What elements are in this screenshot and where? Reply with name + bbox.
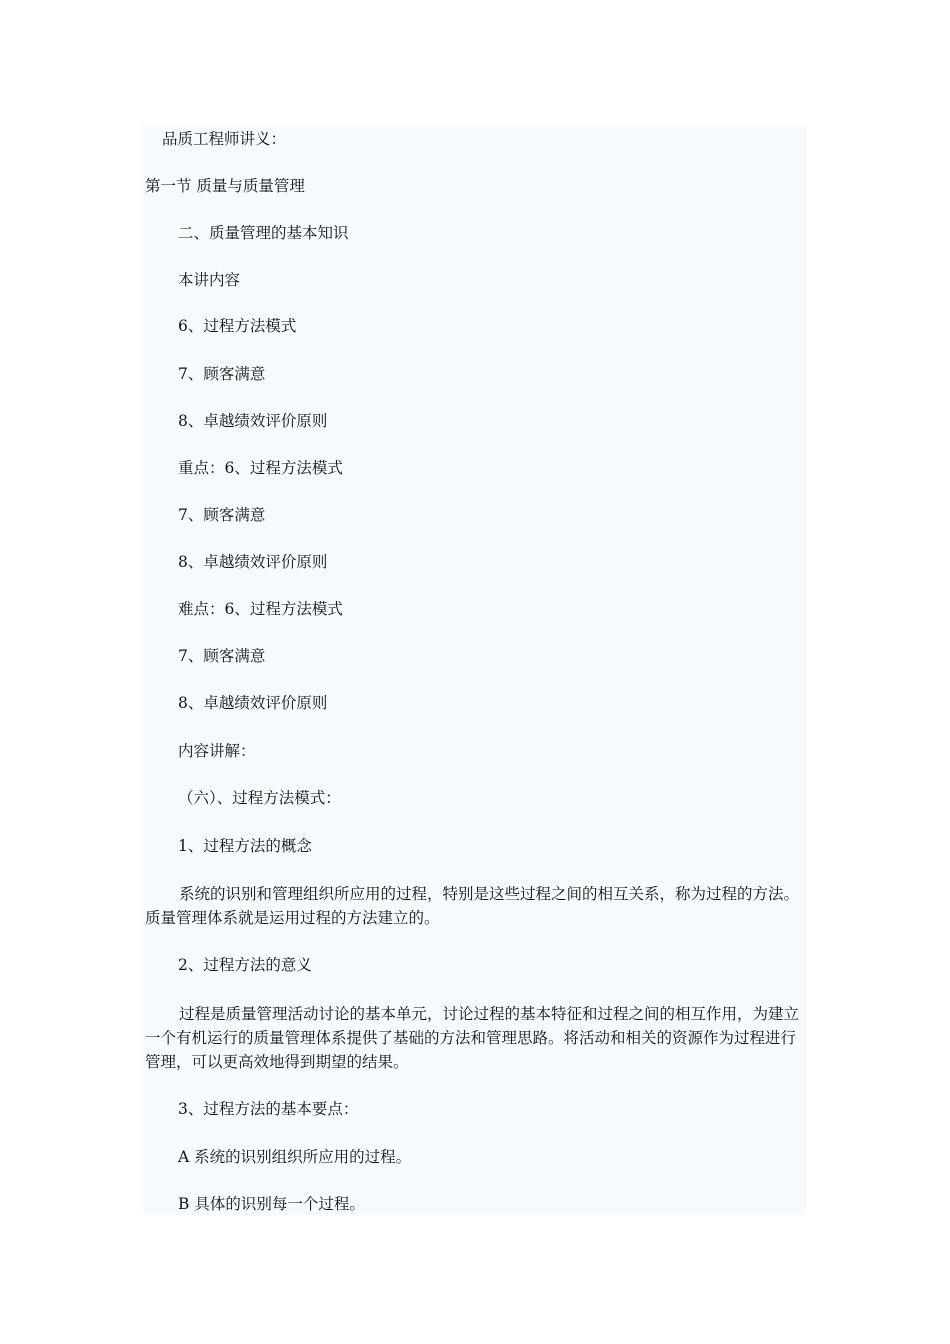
difficult-point: 8、卓越绩效评价原则 — [178, 694, 328, 712]
concept-heading: 1、过程方法的概念 — [178, 837, 312, 855]
concept-paragraph: 系统的识别和管理组织所应用的过程，特别是这些过程之间的相互关系，称为过程的方法。质量管理体系就是运用过程的方法建立的。 — [145, 885, 800, 927]
content-heading: 本讲内容 — [178, 271, 241, 289]
meaning-heading: 2、过程方法的意义 — [178, 956, 312, 974]
part-heading: （六）、过程方法模式： — [178, 789, 341, 807]
explanation-heading: 内容讲解： — [178, 742, 256, 760]
difficult-point: 难点：6、过程方法模式 — [178, 600, 343, 618]
section-heading: 第一节 质量与质量管理 — [145, 177, 305, 195]
key-point: 重点：6、过程方法模式 — [178, 459, 343, 477]
essential-item: B 具体的识别每一个过程。 — [178, 1195, 365, 1213]
essentials-heading: 3、过程方法的基本要点： — [178, 1100, 359, 1118]
meaning-paragraph: 过程是质量管理活动讨论的基本单元，讨论过程的基本特征和过程之间的相互作用，为建立一个有机运行的质量管理体系提供了基础的方法和管理思路。将活动和相关的资源作为过程进行管理，可以更高效地得到期望的结果。 — [145, 1005, 800, 1071]
document-title: 品质工程师讲义： — [162, 130, 287, 148]
key-point: 8、卓越绩效评价原则 — [178, 553, 328, 571]
content-item: 7、顾客满意 — [178, 365, 266, 383]
difficult-point: 7、顾客满意 — [178, 647, 266, 665]
key-point: 7、顾客满意 — [178, 506, 266, 524]
subsection-heading: 二、质量管理的基本知识 — [178, 224, 349, 242]
content-item: 8、卓越绩效评价原则 — [178, 412, 328, 430]
essential-item: A 系统的识别组织所应用的过程。 — [178, 1148, 412, 1166]
content-item: 6、过程方法模式 — [178, 317, 297, 335]
